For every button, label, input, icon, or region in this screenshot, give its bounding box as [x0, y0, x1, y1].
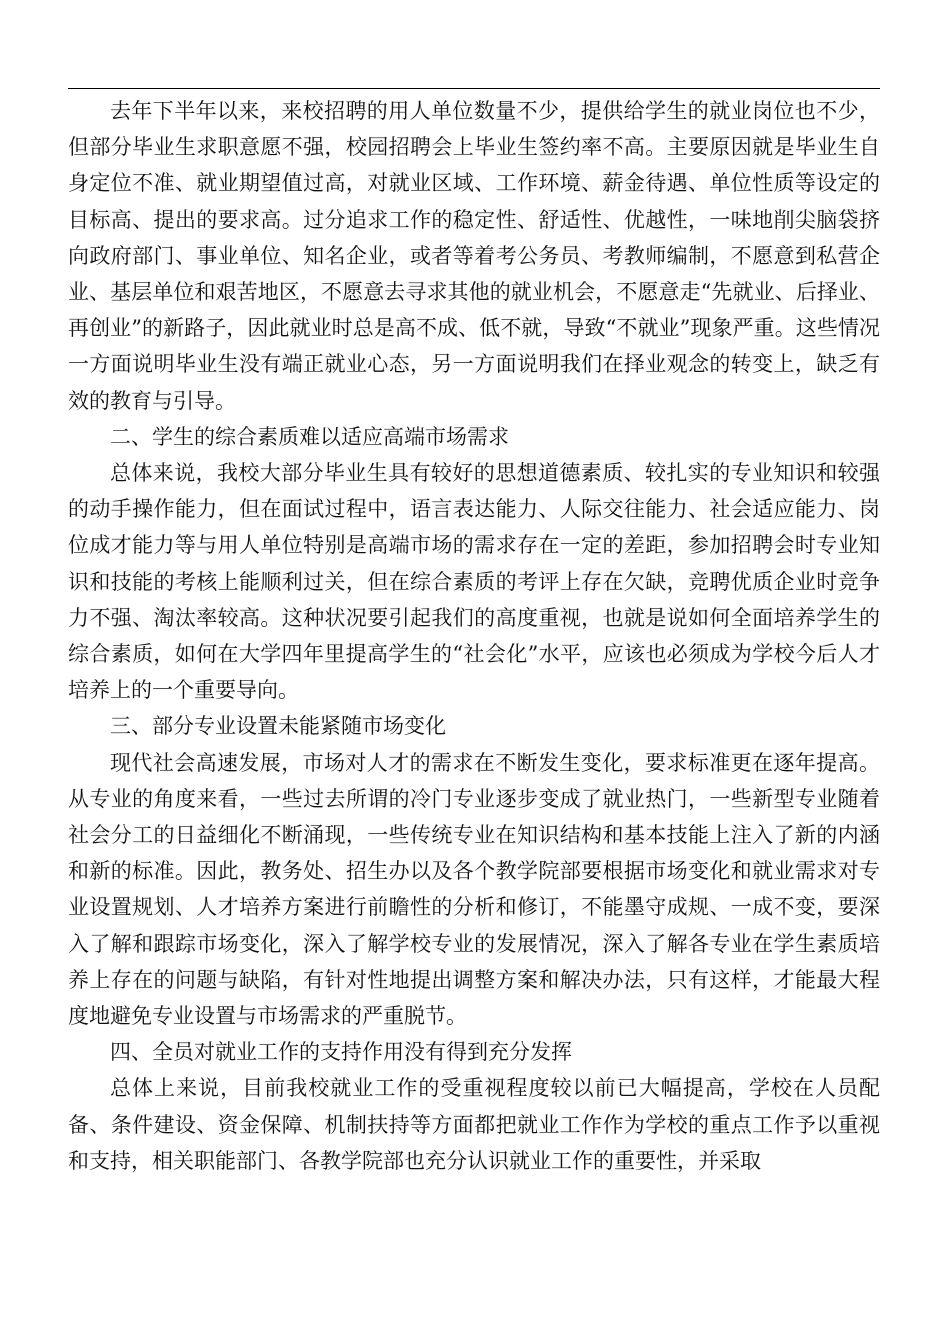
section-heading: 四、全员对就业工作的支持作用没有得到充分发挥	[110, 1040, 572, 1065]
body-paragraph: 总体来说，我校大部分毕业生具有较好的思想道德素质、较扎实的专业知识和较强的动手操作能力，但在面试过程中，语言表达能力、人际交往能力、社会适应能力、岗位成才能力等与用人单位特别是高端市场的需求存在一定的差距，参加招聘会时专业知识和技能的考核上能顺利过关，但在综合素质的考评上存在欠缺，竞聘优质企业时竞争力不强、淘汰率较高。这种状况要引起我们的高度重视，也就是说如何全面培养学生的综合素质，如何在大学四年里提高学生的“社会化”水平，应该也必须成为学校今后人才培养上的一个重要导向。	[68, 461, 880, 703]
section-heading: 三、部分专业设置未能紧随市场变化	[110, 714, 446, 739]
section-heading: 二、学生的综合素质难以适应高端市场需求	[110, 424, 509, 449]
body-paragraph: 现代社会高速发展，市场对人才的需求在不断发生变化，要求标准更在逐年提高。从专业的角度来看，一些过去所谓的冷门专业逐步变成了就业热门，一些新型专业随着社会分工的日益细化不断涌现，一些传统专业在知识结构和基本技能上注入了新的内涵和新的标准。因此，教务处、招生办以及各个教学院部要根据市场变化和就业需求对专业设置规划、人才培养方案进行前瞻性的分析和修订，不能墨守成规、一成不变，要深入了解和跟踪市场变化，深入了解学校专业的发展情况，深入了解各专业在学生素质培养上存在的问题与缺陷，有针对性地提出调整方案和解决办法，只有这样，才能最大程度地避免专业设置与市场需求的严重脱节。	[68, 750, 880, 1029]
document-body	[68, 93, 880, 1179]
body-paragraph: 去年下半年以来，来校招聘的用人单位数量不少，提供给学生的就业岗位也不少，但部分毕业生求职意愿不强，校园招聘会上毕业生签约率不高。主要原因就是毕业生自身定位不准、就业期望值过高，对就业区域、工作环境、薪金待遇、单位性质等设定的目标高、提出的要求高。过分追求工作的稳定性、舒适性、优越性，一味地削尖脑袋挤向政府部门、事业单位、知名企业，或者等着考公务员、考教师编制，不愿意到私营企业、基层单位和艰苦地区，不愿意去寻求其他的就业机会，不愿意走“先就业、后择业、再创业”的新路子，因此就业时总是高不成、低不就，导致“不就业”现象严重。这些情况一方面说明毕业生没有端正就业心态，另一方面说明我们在择业观念的转变上，缺乏有效的教育与引导。	[68, 99, 880, 413]
body-paragraph: 总体上来说，目前我校就业工作的受重视程度较以前已大幅提高，学校在人员配备、条件建设、资金保障、机制扶持等方面都把就业工作作为学校的重点工作予以重视和支持，相关职能部门、各教学院部也充分认识就业工作的重要性，并采取	[68, 1076, 880, 1173]
header-rule	[68, 88, 880, 89]
